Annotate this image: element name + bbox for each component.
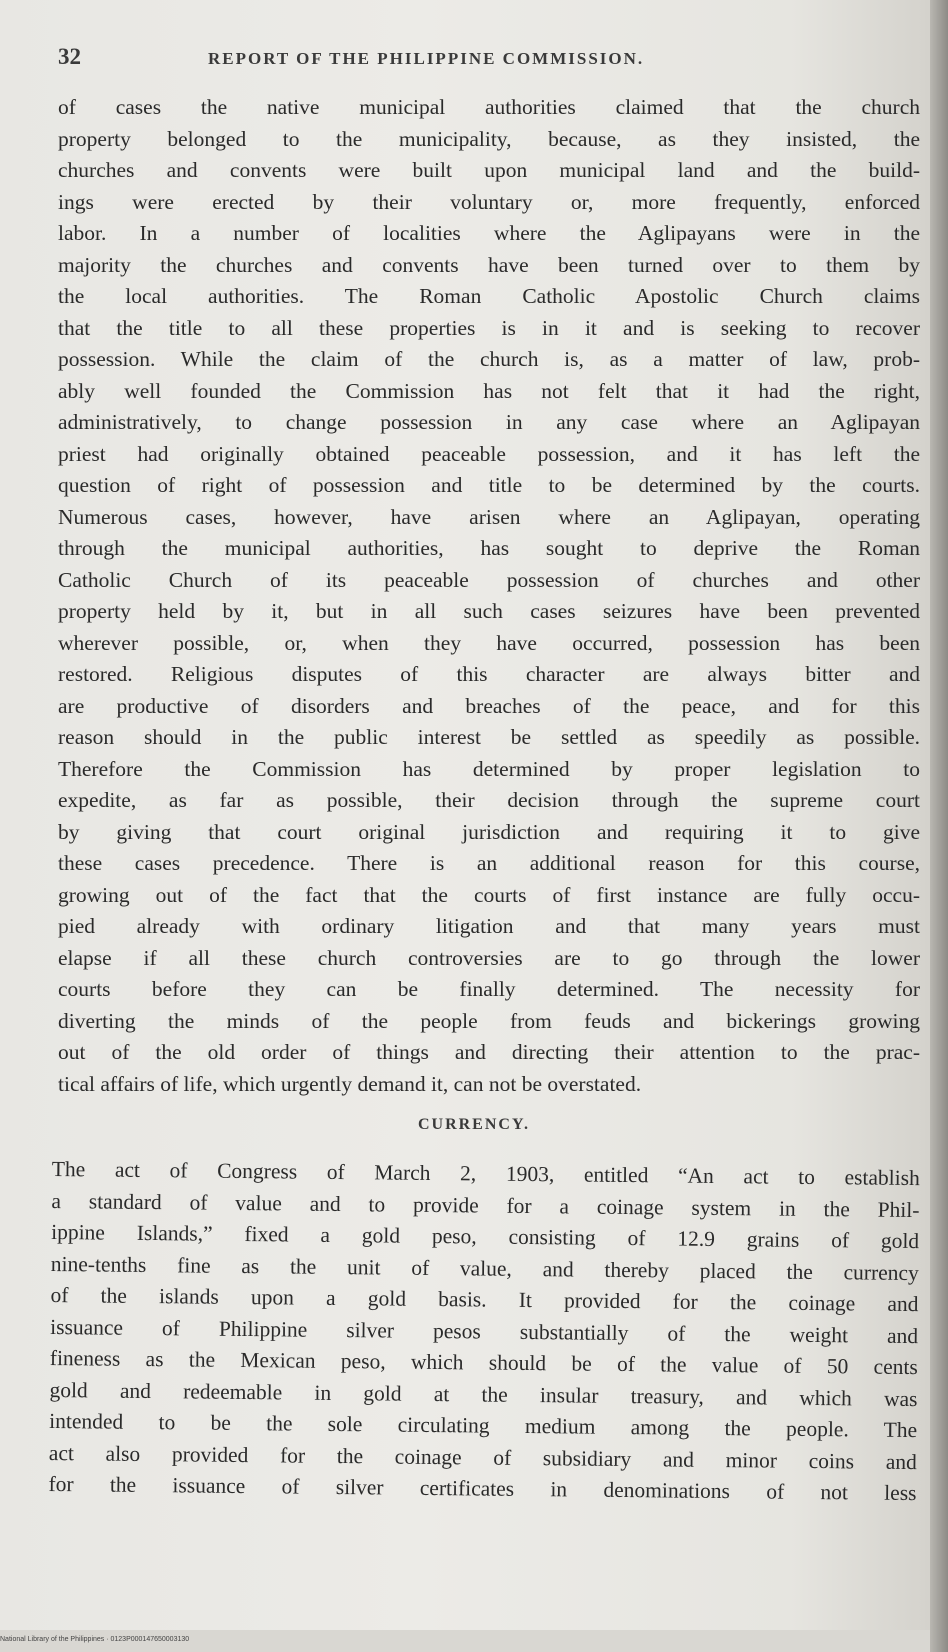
text-line: ippine Islands,” fixed a gold peso, consisting of 12.9 grains of gold (51, 1219, 920, 1254)
text-line: wherever possible, or, when they have occurred, possession has been (58, 630, 920, 655)
text-line: nine-tenths fine as the unit of value, and thereby placed the currency (50, 1251, 919, 1285)
text-line: are productive of disorders and breaches of the peace, and for this (58, 693, 920, 718)
text-line: diverting the minds of the people from feuds and bickerings growing (58, 1008, 920, 1033)
text-line: majority the churches and convents have been turned over to them by (58, 252, 920, 277)
paragraph-church-property (58, 92, 920, 1100)
paragraph-currency (48, 1154, 920, 1510)
text-line: the local authorities. The Roman Catholic Apostolic Church claims (58, 284, 920, 308)
page-edge-shadow (930, 0, 948, 1652)
text-line: ings were erected by their voluntary or, more frequently, enforced (58, 189, 920, 214)
text-line: these cases precedence. There is an additional reason for this course, (58, 851, 920, 875)
text-line: property belonged to the municipality, because, as they insisted, the (58, 126, 920, 151)
text-line: by giving that court original jurisdiction and requiring it to give (58, 819, 920, 844)
text-line: intended to be the sole circulating medium among the people. The (49, 1408, 918, 1443)
text-line: churches and convents were built upon municipal land and the build- (58, 158, 920, 182)
text-line: The act of Congress of March 2, 1903, entitled “An act to establish (51, 1156, 920, 1191)
text-line: Therefore the Commission has determined by proper legislation to (58, 756, 920, 781)
text-line: Numerous cases, however, have arisen where an Aglipayan, operating (58, 504, 920, 529)
text-line: administratively, to change possession in any case where an Aglipayan (58, 410, 920, 434)
text-line: possession. While the claim of the church is, as a matter of law, prob- (58, 347, 920, 371)
page-header (58, 44, 918, 74)
scan-footer: National Library of the Philippines · 0123P000147650003130 (0, 1636, 190, 1643)
text-line: pied already with ordinary litigation and that many years must (58, 914, 920, 938)
text-line: growing out of the fact that the courts of first instance are fully occu- (58, 882, 920, 907)
text-line: for the issuance of silver certificates in denominations of not less (48, 1471, 917, 1506)
text-line: act also provided for the coinage of subsidiary and minor coins and (48, 1440, 917, 1474)
text-line: fineness as the Mexican peso, which should be of the value of 50 cents (49, 1345, 918, 1380)
text-line: labor. In a number of localities where the Aglipayans were in the (58, 221, 920, 245)
text-line: that the title to all these properties is in it and is seeking to recover (58, 315, 920, 340)
text-line: question of right of possession and title to be determined by the courts. (58, 473, 920, 497)
text-line: issuance of Philippine silver pesos substantially of the weight and (50, 1314, 919, 1348)
text-line: restored. Religious disputes of this character are always bitter and (58, 662, 920, 686)
text-line: through the municipal authorities, has sought to deprive the Roman (58, 536, 920, 560)
text-line: tical affairs of life, which urgently demand it, can not be overstated. (58, 1071, 642, 1096)
text-line: out of the old order of things and directing their attention to the prac- (58, 1040, 920, 1064)
text-line: reason should in the public interest be settled as speedily as possible. (58, 725, 920, 749)
text-line: expedite, as far as possible, their decision through the supreme court (58, 788, 920, 812)
text-line: Catholic Church of its peaceable possession of churches and other (58, 567, 920, 592)
text-line: ably well founded the Commission has not felt that it had the right, (58, 378, 920, 403)
text-line: property held by it, but in all such cases seizures have been prevented (58, 599, 920, 623)
text-line: of cases the native municipal authorities claimed that the church (58, 95, 920, 119)
text-line: of the islands upon a gold basis. It provided for the coinage and (50, 1282, 919, 1317)
running-head: REPORT OF THE PHILIPPINE COMMISSION. (208, 49, 645, 68)
text-line: a standard of value and to provide for a coinage system in the Phil- (51, 1188, 920, 1222)
page-number: 32 (58, 44, 81, 69)
text-line: courts before they can be finally determined. The necessity for (58, 977, 920, 1001)
text-line: gold and redeemable in gold at the insular treasury, and which was (49, 1377, 918, 1411)
text-line: elapse if all these church controversies are to go through the lower (58, 945, 920, 970)
text-line: priest had originally obtained peaceable possession, and it has left the (58, 441, 920, 466)
section-heading-currency: CURRENCY. (417, 1116, 531, 1133)
